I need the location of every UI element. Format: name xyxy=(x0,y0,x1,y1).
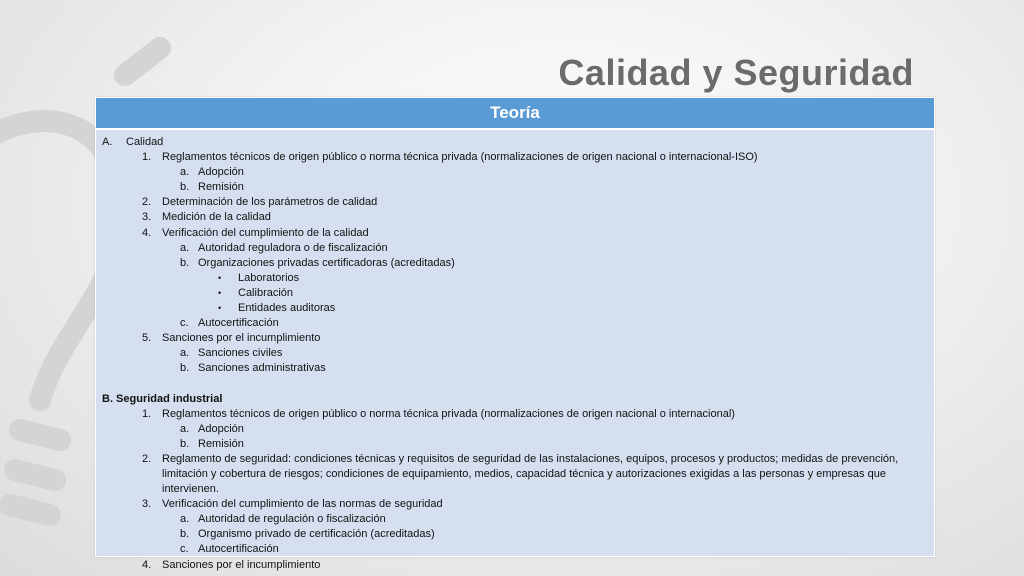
item-text: Organismo privado de certificación (acreditadas) xyxy=(198,528,435,541)
table-body xyxy=(96,130,934,573)
item-marker: b. xyxy=(180,256,190,269)
item-text: Reglamentos técnicos de origen público o norma técnica privada (normalizaciones de origen nacional o internacional-ISO) xyxy=(162,151,758,164)
list-item xyxy=(102,407,926,422)
item-text: Reglamentos técnicos de origen público o norma técnica privada (normalizaciones de origen nacional o internacional) xyxy=(162,407,735,420)
list-item xyxy=(102,271,926,286)
item-marker: c. xyxy=(180,543,189,556)
item-text: Calibración xyxy=(238,286,294,299)
section-a-marker: A. xyxy=(102,136,113,148)
theory-table xyxy=(95,97,935,571)
item-text: Verificación del cumplimiento de la calidad xyxy=(162,226,369,239)
item-marker: 3. xyxy=(142,498,152,511)
section-spacer xyxy=(102,377,926,392)
list-item xyxy=(102,301,926,316)
list-item xyxy=(102,497,926,512)
item-text: Sanciones administrativas xyxy=(198,362,326,375)
section-a-heading xyxy=(102,135,926,150)
item-text: Sanciones por el incumplimiento xyxy=(162,332,321,345)
list-item xyxy=(102,195,926,210)
section-b-heading xyxy=(102,392,926,407)
item-marker: b. xyxy=(180,528,190,541)
item-marker: 1. xyxy=(142,407,152,420)
section-b-title: B. Seguridad industrial xyxy=(102,392,223,405)
list-item xyxy=(102,542,926,557)
list-item xyxy=(102,361,926,376)
item-text: Reglamento de seguridad: condiciones técnicas y requisitos de seguridad de las instalaciones, equipos, procesos y productos; medidas de prevención, limitación y cobertura de riesgos; condiciones de equipamiento, medios, capacidad técnica y autorizaciones exigidas a las personas y empresas que intervienen. xyxy=(162,452,899,496)
item-text: Autoridad de regulación o fiscalización xyxy=(198,513,386,526)
item-marker: a. xyxy=(180,513,190,526)
item-marker: 4. xyxy=(142,558,152,571)
list-item xyxy=(102,437,926,452)
table-header: Teoría xyxy=(96,98,934,130)
item-marker: 5. xyxy=(142,332,152,345)
item-marker: 3. xyxy=(142,211,152,224)
item-text: Verificación del cumplimiento de las normas de seguridad xyxy=(162,498,443,511)
list-item xyxy=(102,180,926,195)
bullet-icon: • xyxy=(218,287,222,298)
list-item xyxy=(102,558,926,573)
item-marker: a. xyxy=(180,166,190,179)
item-text: Remisión xyxy=(198,437,244,450)
list-item xyxy=(102,346,926,361)
list-item xyxy=(102,226,926,241)
item-marker: a. xyxy=(180,241,190,254)
item-marker: b. xyxy=(180,437,190,450)
list-item xyxy=(102,256,926,271)
item-text: Autoridad reguladora o de fiscalización xyxy=(198,241,388,254)
item-marker: 2. xyxy=(142,196,152,209)
item-text: Determinación de los parámetros de calidad xyxy=(162,196,378,209)
item-marker: 1. xyxy=(142,151,152,164)
item-text: Adopción xyxy=(198,422,244,435)
item-text: Adopción xyxy=(198,166,244,179)
list-item xyxy=(102,452,926,497)
item-text: Laboratorios xyxy=(238,271,300,284)
item-text: Autocertificación xyxy=(198,543,279,556)
item-marker: b. xyxy=(180,362,190,375)
item-text: Organizaciones privadas certificadoras (acreditadas) xyxy=(198,256,455,269)
section-a-title: Calidad xyxy=(126,136,164,148)
list-item xyxy=(102,241,926,256)
slide-title: Calidad y Seguridad xyxy=(558,52,914,93)
item-marker: 2. xyxy=(142,452,152,465)
list-item xyxy=(102,286,926,301)
item-marker: 4. xyxy=(142,226,152,239)
item-text: Entidades auditoras xyxy=(238,302,336,315)
bullet-icon: • xyxy=(218,303,222,314)
list-item xyxy=(102,512,926,527)
item-text: Sanciones civiles xyxy=(198,347,283,360)
item-text: Medición de la calidad xyxy=(162,211,271,224)
item-text: Sanciones por el incumplimiento xyxy=(162,558,321,571)
list-item xyxy=(102,422,926,437)
list-item xyxy=(102,527,926,542)
list-item xyxy=(102,150,926,165)
item-marker: c. xyxy=(180,317,189,330)
item-marker: b. xyxy=(180,181,190,194)
item-marker: a. xyxy=(180,347,190,360)
list-item xyxy=(102,210,926,225)
bullet-icon: • xyxy=(218,272,222,283)
item-text: Autocertificación xyxy=(198,317,279,330)
list-item xyxy=(102,316,926,331)
list-item xyxy=(102,331,926,346)
list-item xyxy=(102,165,926,180)
item-text: Remisión xyxy=(198,181,244,194)
item-marker: a. xyxy=(180,422,190,435)
